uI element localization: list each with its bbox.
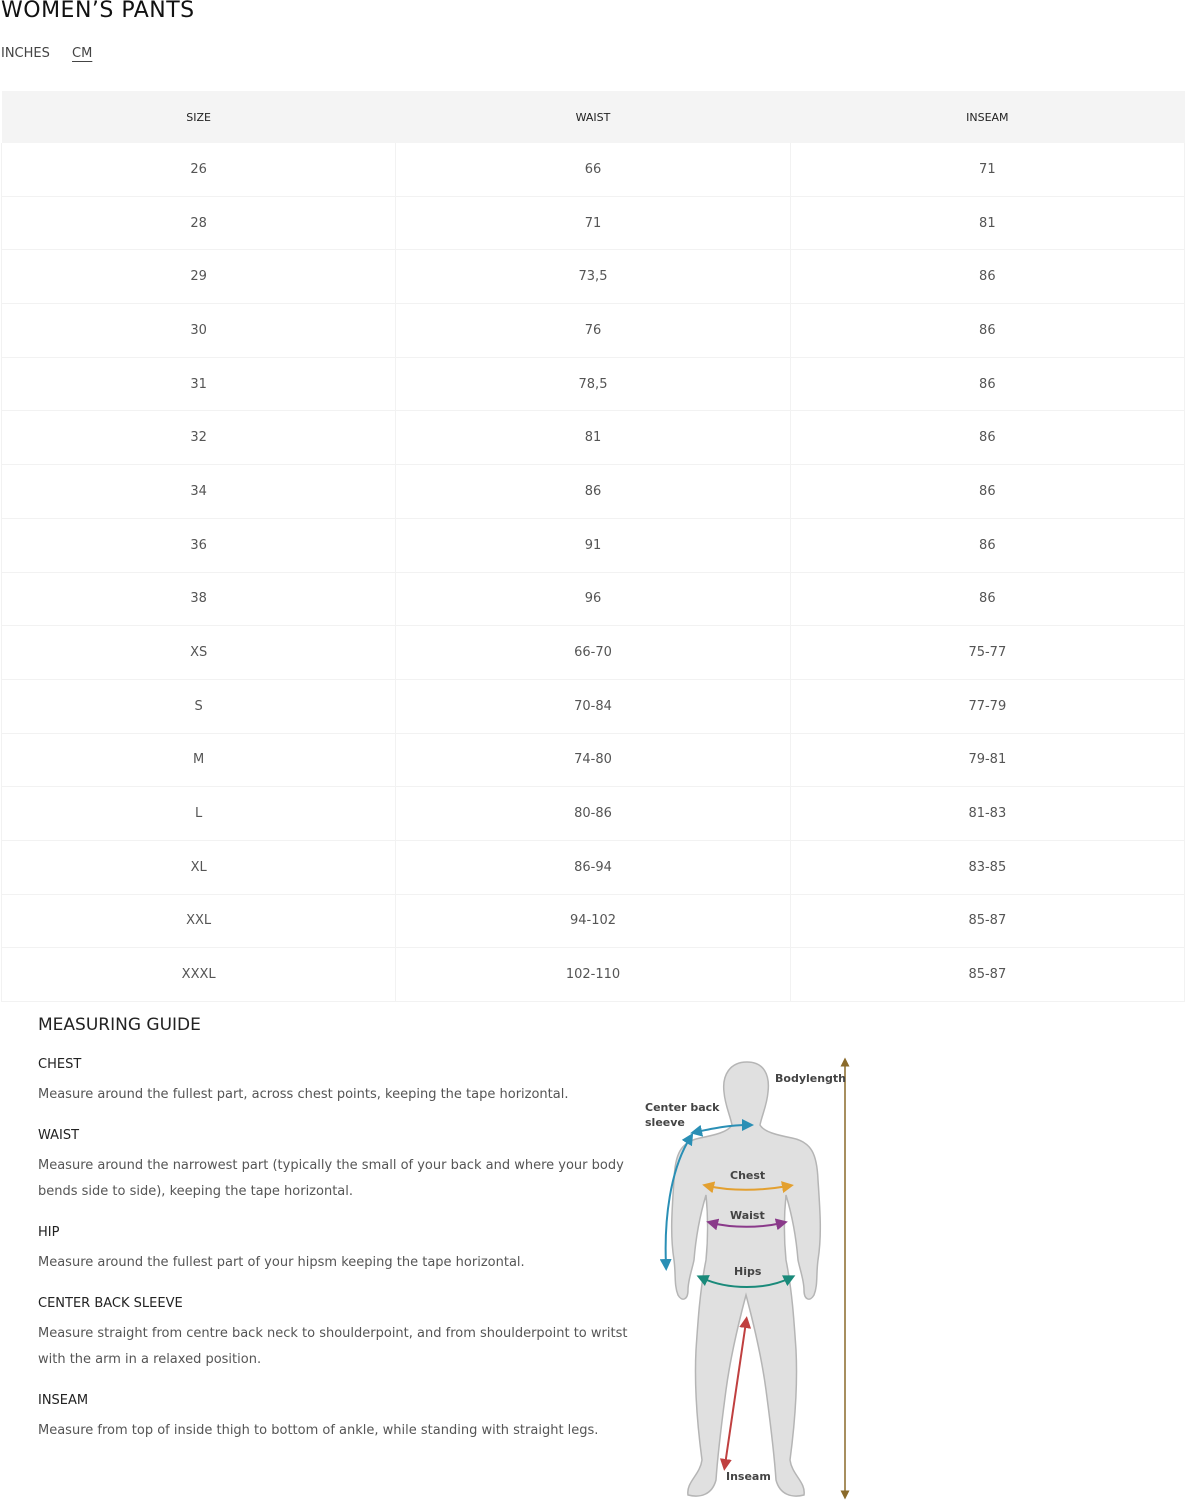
table-row	[2, 733, 1185, 787]
cell-size: XS	[2, 626, 396, 680]
guide-heading: WAIST	[38, 1128, 80, 1143]
table-row	[2, 196, 1185, 250]
body-silhouette	[672, 1062, 821, 1496]
cell-waist: 94-102	[396, 894, 790, 948]
guide-text: Measure around the fullest part of your hipsm keeping the tape horizontal.	[38, 1255, 525, 1270]
cell-inseam: 86	[790, 465, 1184, 519]
cell-inseam: 86	[790, 357, 1184, 411]
cell-inseam: 86	[790, 518, 1184, 572]
cell-size: L	[2, 787, 396, 841]
guide-text: Measure straight from centre back neck to shoulderpoint, and from shoulderpoint to writst with the arm in a relaxed position.	[38, 1326, 628, 1367]
label-center-back: Center back	[645, 1101, 720, 1114]
cell-inseam: 75-77	[790, 626, 1184, 680]
cell-inseam: 77-79	[790, 679, 1184, 733]
cell-waist: 102-110	[396, 948, 790, 1002]
guide-text: Measure around the fullest part, across chest points, keeping the tape horizontal.	[38, 1087, 569, 1102]
unit-inches-link[interactable]: INCHES	[1, 46, 50, 61]
cell-size: 34	[2, 465, 396, 519]
cell-waist: 70-84	[396, 679, 790, 733]
cell-size: 32	[2, 411, 396, 465]
cell-size: 38	[2, 572, 396, 626]
table-row	[2, 143, 1185, 196]
cell-waist: 76	[396, 304, 790, 358]
table-row	[2, 679, 1185, 733]
label-waist: Waist	[730, 1209, 765, 1222]
cell-inseam: 86	[790, 411, 1184, 465]
label-hips: Hips	[734, 1265, 762, 1278]
table-row	[2, 304, 1185, 358]
column-header-size: SIZE	[2, 91, 396, 143]
cell-inseam: 71	[790, 143, 1184, 196]
column-header-waist: WAIST	[396, 91, 790, 143]
table-row	[2, 787, 1185, 841]
unit-toggle	[1, 46, 110, 61]
table-row	[2, 411, 1185, 465]
label-inseam: Inseam	[726, 1470, 771, 1483]
label-chest: Chest	[730, 1169, 766, 1182]
cell-waist: 66-70	[396, 626, 790, 680]
cell-inseam: 81	[790, 196, 1184, 250]
cell-inseam: 83-85	[790, 840, 1184, 894]
cell-size: S	[2, 679, 396, 733]
cell-size: 31	[2, 357, 396, 411]
guide-text: Measure from top of inside thigh to bottom of ankle, while standing with straight legs.	[38, 1423, 599, 1438]
guide-heading: CENTER BACK SLEEVE	[38, 1296, 183, 1311]
cell-inseam: 85-87	[790, 894, 1184, 948]
measuring-guide	[38, 1015, 628, 1464]
cell-waist: 66	[396, 143, 790, 196]
cell-inseam: 86	[790, 250, 1184, 304]
table-header-row	[2, 91, 1185, 143]
cell-size: M	[2, 733, 396, 787]
cell-size: 29	[2, 250, 396, 304]
table-row	[2, 840, 1185, 894]
guide-heading: INSEAM	[38, 1393, 89, 1408]
table-row	[2, 250, 1185, 304]
cell-size: 30	[2, 304, 396, 358]
cell-inseam: 81-83	[790, 787, 1184, 841]
label-sleeve: sleeve	[645, 1116, 685, 1129]
guide-heading: CHEST	[38, 1057, 82, 1072]
cell-waist: 96	[396, 572, 790, 626]
cell-waist: 74-80	[396, 733, 790, 787]
table-row	[2, 465, 1185, 519]
cell-size: XXL	[2, 894, 396, 948]
table-row	[2, 894, 1185, 948]
guide-text: Measure around the narrowest part (typically the small of your back and where your body bends side to side), keeping the tape horizontal.	[38, 1158, 624, 1199]
unit-cm-link[interactable]: CM	[72, 46, 93, 61]
table-row	[2, 626, 1185, 680]
cell-inseam: 79-81	[790, 733, 1184, 787]
guide-title: MEASURING GUIDE	[38, 1015, 201, 1035]
table-row	[2, 518, 1185, 572]
size-table	[1, 91, 1185, 1002]
cell-inseam: 85-87	[790, 948, 1184, 1002]
cell-size: XL	[2, 840, 396, 894]
table-row	[2, 948, 1185, 1002]
cell-inseam: 86	[790, 304, 1184, 358]
guide-heading: HIP	[38, 1225, 60, 1240]
label-bodylength: Bodylength	[775, 1072, 847, 1085]
cell-waist: 81	[396, 411, 790, 465]
cell-waist: 73,5	[396, 250, 790, 304]
cell-waist: 86-94	[396, 840, 790, 894]
table-row	[2, 357, 1185, 411]
body-measurement-figure	[630, 1050, 870, 1500]
cell-inseam: 86	[790, 572, 1184, 626]
cell-waist: 78,5	[396, 357, 790, 411]
cell-waist: 71	[396, 196, 790, 250]
cell-waist: 80-86	[396, 787, 790, 841]
cell-size: 26	[2, 143, 396, 196]
cell-waist: 91	[396, 518, 790, 572]
cell-size: 36	[2, 518, 396, 572]
table-row	[2, 572, 1185, 626]
cell-size: XXXL	[2, 948, 396, 1002]
column-header-inseam: INSEAM	[790, 91, 1184, 143]
cell-size: 28	[2, 196, 396, 250]
cell-waist: 86	[396, 465, 790, 519]
page-title: WOMEN’S PANTS	[1, 0, 195, 23]
